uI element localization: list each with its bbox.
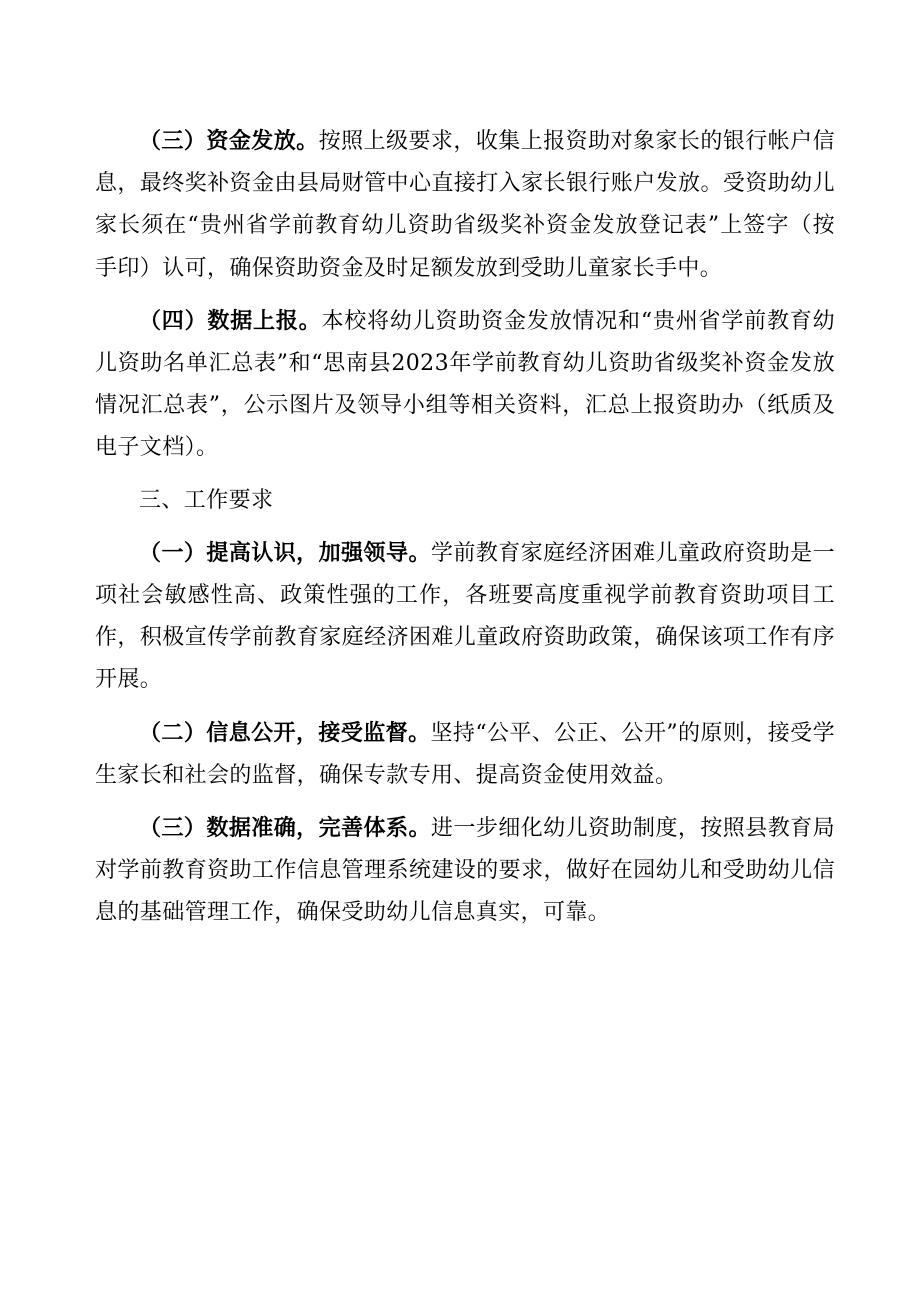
paragraph-body: 按照上级要求，收集上报资助对象家长的银行帐户信息，最终奖补资金由县局财管中心直接打入家长银行账户发放。受资助幼儿家长须在“贵州省学前教育幼儿资助省级奖补资金发放登记表”上签字（按手印）认可，确保资助资金及时足额发放到受助儿童家长手中。 <box>95 129 836 281</box>
paragraph-lead: （三）数据准确，完善体系。 <box>139 815 431 842</box>
paragraph-raise-awareness <box>95 532 835 702</box>
paragraph-lead: （三）资金发放。 <box>139 128 319 154</box>
paragraph-lead: （一）提高认识，加强领导。 <box>139 539 431 566</box>
paragraph-information-disclosure <box>95 712 835 797</box>
paragraph-body: 本校将幼儿资助资金发放情况和“贵州省学前教育幼儿资助名单汇总表”和“思南县2023年学前教育幼儿资助省级奖补资金发放情况汇总表”，公示图片及领导小组等相关资料，汇总上报资助办（纸质及电子文档）。 <box>95 308 836 461</box>
paragraph-lead: （四）数据上报。 <box>139 307 322 334</box>
paragraph-fund-distribution <box>95 120 835 290</box>
paragraph-data-reporting <box>95 300 835 470</box>
section-heading-work-requirements: 三、工作要求 <box>139 487 274 513</box>
paragraph-body: 学前教育家庭经济困难儿童政府资助是一项社会敏感性高、政策性强的工作，各班要高度重视学前教育资助项目工作，积极宣传学前教育家庭经济困难儿童政府资助政策，确保该项工作有序开展。 <box>95 540 836 693</box>
paragraph-lead: （二）信息公开，接受监督。 <box>139 719 431 746</box>
document-page <box>95 120 835 935</box>
paragraph-body: 坚持“公平、公正、公开”的原则，接受学生家长和社会的监督，确保专款专用、提高资金使用效益。 <box>95 720 835 788</box>
paragraph-accurate-data <box>95 807 835 935</box>
paragraph-body: 进一步细化幼儿资助制度，按照县教育局对学前教育资助工作信息管理系统建设的要求，做好在园幼儿和受助幼儿信息的基础管理工作，确保受助幼儿信息真实，可靠。 <box>95 816 836 926</box>
